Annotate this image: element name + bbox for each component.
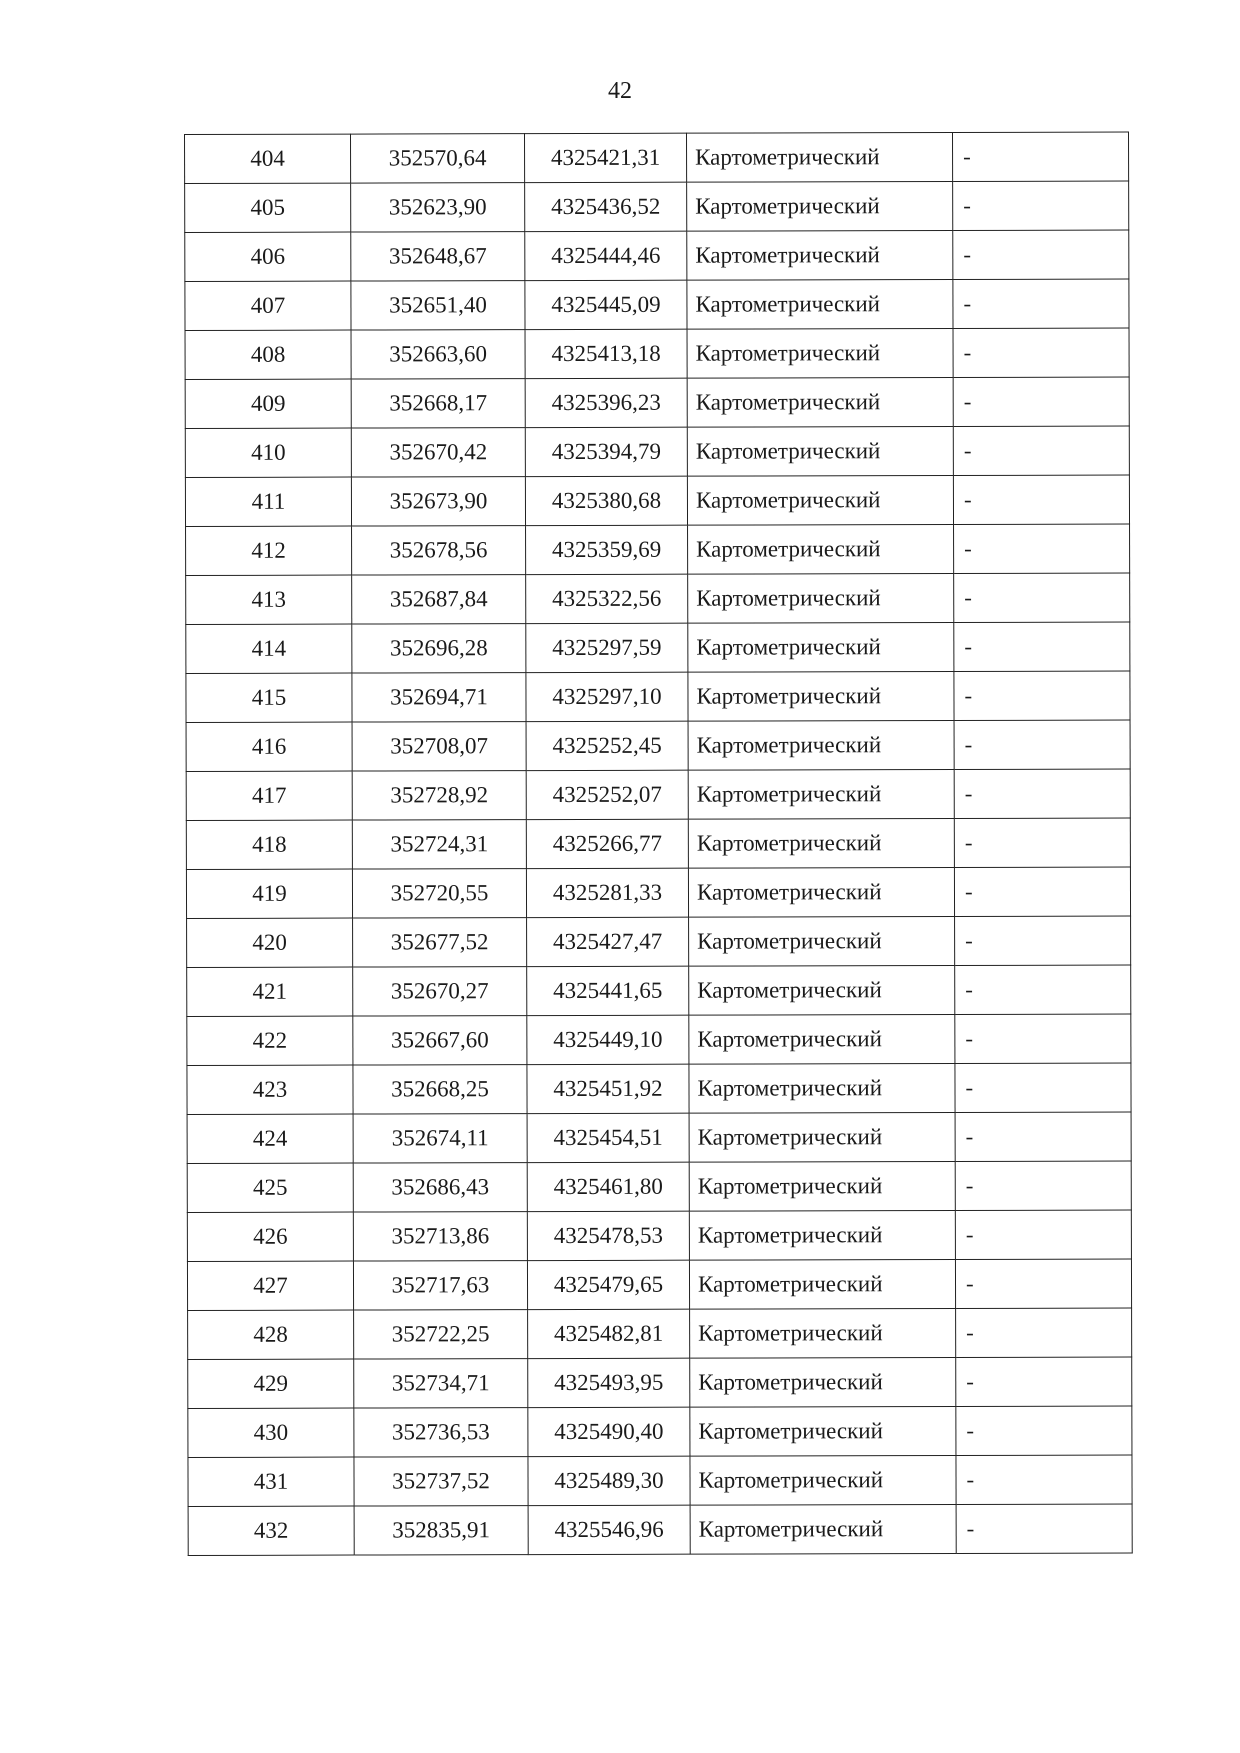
accuracy-cell: - — [953, 377, 1129, 426]
table-row — [186, 720, 1130, 771]
table-row — [187, 1161, 1131, 1212]
point-number-cell: 405 — [185, 183, 351, 232]
point-number-cell: 418 — [186, 820, 352, 869]
method-cell: Картометрический — [688, 573, 954, 623]
point-number-cell: 426 — [187, 1212, 353, 1261]
y-coordinate-cell: 4325281,33 — [526, 868, 688, 917]
y-coordinate-cell: 4325421,31 — [525, 133, 687, 182]
method-cell: Картометрический — [689, 965, 955, 1015]
accuracy-cell: - — [954, 671, 1130, 720]
point-number-cell: 415 — [186, 673, 352, 722]
x-coordinate-cell: 352648,67 — [351, 232, 525, 281]
table-row — [187, 1112, 1131, 1163]
x-coordinate-cell: 352720,55 — [352, 869, 526, 918]
y-coordinate-cell: 4325252,45 — [526, 721, 688, 770]
y-coordinate-cell: 4325396,23 — [525, 378, 687, 427]
x-coordinate-cell: 352694,71 — [352, 673, 526, 722]
x-coordinate-cell: 352728,92 — [352, 771, 526, 820]
point-number-cell: 431 — [188, 1457, 354, 1506]
table-body — [185, 132, 1133, 1555]
y-coordinate-cell: 4325380,68 — [525, 476, 687, 525]
table-row — [185, 181, 1129, 232]
point-number-cell: 425 — [187, 1163, 353, 1212]
table-row — [185, 279, 1129, 330]
table-row — [186, 671, 1130, 722]
y-coordinate-cell: 4325297,10 — [526, 672, 688, 721]
x-coordinate-cell: 352668,25 — [353, 1065, 527, 1114]
point-number-cell: 427 — [187, 1261, 353, 1310]
point-number-cell: 429 — [188, 1359, 354, 1408]
accuracy-cell: - — [953, 475, 1129, 524]
accuracy-cell: - — [954, 769, 1130, 818]
method-cell: Картометрический — [686, 132, 952, 182]
method-cell: Картометрический — [688, 720, 954, 770]
x-coordinate-cell: 352673,90 — [351, 477, 525, 526]
point-number-cell: 408 — [185, 330, 351, 379]
x-coordinate-cell: 352663,60 — [351, 330, 525, 379]
table-row — [186, 818, 1130, 869]
accuracy-cell: - — [952, 132, 1128, 181]
accuracy-cell: - — [954, 720, 1130, 769]
y-coordinate-cell: 4325297,59 — [526, 623, 688, 672]
x-coordinate-cell: 352623,90 — [351, 183, 525, 232]
x-coordinate-cell: 352686,43 — [353, 1163, 527, 1212]
y-coordinate-cell: 4325413,18 — [525, 329, 687, 378]
table-row — [188, 1504, 1132, 1555]
accuracy-cell: - — [955, 1112, 1131, 1161]
method-cell: Картометрический — [688, 622, 954, 672]
point-number-cell: 419 — [186, 869, 352, 918]
accuracy-cell: - — [953, 279, 1129, 328]
point-number-cell: 404 — [185, 134, 351, 183]
x-coordinate-cell: 352736,53 — [354, 1408, 528, 1457]
x-coordinate-cell: 352724,31 — [352, 820, 526, 869]
accuracy-cell: - — [956, 1504, 1132, 1553]
accuracy-cell: - — [954, 818, 1130, 867]
x-coordinate-cell: 352835,91 — [354, 1506, 528, 1555]
method-cell: Картометрический — [688, 818, 954, 868]
point-number-cell: 414 — [186, 624, 352, 673]
point-number-cell: 409 — [185, 379, 351, 428]
accuracy-cell: - — [956, 1406, 1132, 1455]
accuracy-cell: - — [955, 1210, 1131, 1259]
x-coordinate-cell: 352713,86 — [353, 1212, 527, 1261]
accuracy-cell: - — [954, 573, 1130, 622]
table-row — [187, 965, 1131, 1016]
y-coordinate-cell: 4325322,56 — [526, 574, 688, 623]
y-coordinate-cell: 4325252,07 — [526, 770, 688, 819]
page-number: 42 — [608, 78, 632, 104]
y-coordinate-cell: 4325266,77 — [526, 819, 688, 868]
x-coordinate-cell: 352687,84 — [352, 575, 526, 624]
point-number-cell: 407 — [185, 281, 351, 330]
y-coordinate-cell: 4325482,81 — [528, 1309, 690, 1358]
y-coordinate-cell: 4325478,53 — [527, 1211, 689, 1260]
point-number-cell: 432 — [188, 1506, 354, 1555]
point-number-cell: 406 — [185, 232, 351, 281]
method-cell: Картометрический — [687, 279, 953, 329]
method-cell: Картометрический — [687, 377, 953, 427]
table-row — [187, 1259, 1131, 1310]
y-coordinate-cell: 4325441,65 — [527, 966, 689, 1015]
y-coordinate-cell: 4325490,40 — [528, 1407, 690, 1456]
accuracy-cell: - — [955, 965, 1131, 1014]
table-row — [186, 769, 1130, 820]
x-coordinate-cell: 352667,60 — [353, 1016, 527, 1065]
accuracy-cell: - — [955, 916, 1131, 965]
method-cell: Картометрический — [690, 1455, 956, 1505]
y-coordinate-cell: 4325461,80 — [527, 1162, 689, 1211]
table-row — [186, 867, 1130, 918]
table-row — [186, 622, 1130, 673]
point-number-cell: 410 — [185, 428, 351, 477]
method-cell: Картометрический — [687, 181, 953, 231]
table-row — [187, 1063, 1131, 1114]
x-coordinate-cell: 352717,63 — [353, 1261, 527, 1310]
point-number-cell: 424 — [187, 1114, 353, 1163]
table-row — [186, 524, 1130, 575]
method-cell: Картометрический — [690, 1357, 956, 1407]
accuracy-cell: - — [953, 328, 1129, 377]
y-coordinate-cell: 4325493,95 — [528, 1358, 690, 1407]
table-row — [188, 1308, 1132, 1359]
accuracy-cell: - — [953, 230, 1129, 279]
point-number-cell: 421 — [187, 967, 353, 1016]
point-number-cell: 412 — [186, 526, 352, 575]
accuracy-cell: - — [953, 426, 1129, 475]
x-coordinate-cell: 352670,27 — [353, 967, 527, 1016]
y-coordinate-cell: 4325445,09 — [525, 280, 687, 329]
point-number-cell: 413 — [186, 575, 352, 624]
table-row — [185, 132, 1129, 183]
point-number-cell: 430 — [188, 1408, 354, 1457]
y-coordinate-cell: 4325427,47 — [527, 917, 689, 966]
table-row — [187, 1014, 1131, 1065]
point-number-cell: 420 — [187, 918, 353, 967]
x-coordinate-cell: 352668,17 — [351, 379, 525, 428]
method-cell: Картометрический — [690, 1504, 956, 1554]
method-cell: Картометрический — [688, 524, 954, 574]
method-cell: Картометрический — [689, 1161, 955, 1211]
point-number-cell: 428 — [188, 1310, 354, 1359]
method-cell: Картометрический — [687, 230, 953, 280]
accuracy-cell: - — [955, 1063, 1131, 1112]
method-cell: Картометрический — [687, 475, 953, 525]
x-coordinate-cell: 352737,52 — [354, 1457, 528, 1506]
table-row — [185, 475, 1129, 526]
x-coordinate-cell: 352722,25 — [354, 1310, 528, 1359]
y-coordinate-cell: 4325489,30 — [528, 1456, 690, 1505]
x-coordinate-cell: 352734,71 — [354, 1359, 528, 1408]
accuracy-cell: - — [954, 524, 1130, 573]
accuracy-cell: - — [956, 1308, 1132, 1357]
table-row — [186, 573, 1130, 624]
table-row — [187, 916, 1131, 967]
x-coordinate-cell: 352674,11 — [353, 1114, 527, 1163]
accuracy-cell: - — [955, 1259, 1131, 1308]
method-cell: Картометрический — [689, 1210, 955, 1260]
table-row — [187, 1210, 1131, 1261]
accuracy-cell: - — [954, 622, 1130, 671]
y-coordinate-cell: 4325359,69 — [526, 525, 688, 574]
point-number-cell: 423 — [187, 1065, 353, 1114]
y-coordinate-cell: 4325454,51 — [527, 1113, 689, 1162]
method-cell: Картометрический — [688, 769, 954, 819]
point-number-cell: 416 — [186, 722, 352, 771]
y-coordinate-cell: 4325394,79 — [525, 427, 687, 476]
y-coordinate-cell: 4325546,96 — [528, 1505, 690, 1554]
point-number-cell: 417 — [186, 771, 352, 820]
y-coordinate-cell: 4325451,92 — [527, 1064, 689, 1113]
method-cell: Картометрический — [690, 1308, 956, 1358]
method-cell: Картометрический — [689, 916, 955, 966]
table-row — [188, 1406, 1132, 1457]
accuracy-cell: - — [955, 1014, 1131, 1063]
x-coordinate-cell: 352570,64 — [351, 134, 525, 183]
x-coordinate-cell: 352696,28 — [352, 624, 526, 673]
x-coordinate-cell: 352678,56 — [352, 526, 526, 575]
method-cell: Картометрический — [689, 1259, 955, 1309]
x-coordinate-cell: 352677,52 — [353, 918, 527, 967]
table-row — [185, 426, 1129, 477]
table-row — [185, 377, 1129, 428]
method-cell: Картометрический — [687, 328, 953, 378]
accuracy-cell: - — [955, 1161, 1131, 1210]
accuracy-cell: - — [953, 181, 1129, 230]
method-cell: Картометрический — [688, 671, 954, 721]
point-number-cell: 422 — [187, 1016, 353, 1065]
method-cell: Картометрический — [689, 1112, 955, 1162]
method-cell: Картометрический — [689, 1014, 955, 1064]
accuracy-cell: - — [954, 867, 1130, 916]
method-cell: Картометрический — [690, 1406, 956, 1456]
y-coordinate-cell: 4325436,52 — [525, 182, 687, 231]
y-coordinate-cell: 4325449,10 — [527, 1015, 689, 1064]
y-coordinate-cell: 4325444,46 — [525, 231, 687, 280]
x-coordinate-cell: 352670,42 — [351, 428, 525, 477]
table-row — [188, 1455, 1132, 1506]
method-cell: Картометрический — [688, 867, 954, 917]
coordinates-table — [184, 132, 1133, 1556]
y-coordinate-cell: 4325479,65 — [527, 1260, 689, 1309]
method-cell: Картометрический — [687, 426, 953, 476]
point-number-cell: 411 — [185, 477, 351, 526]
table-row — [188, 1357, 1132, 1408]
accuracy-cell: - — [956, 1455, 1132, 1504]
table-row — [185, 328, 1129, 379]
x-coordinate-cell: 352708,07 — [352, 722, 526, 771]
method-cell: Картометрический — [689, 1063, 955, 1113]
x-coordinate-cell: 352651,40 — [351, 281, 525, 330]
table-row — [185, 230, 1129, 281]
accuracy-cell: - — [956, 1357, 1132, 1406]
